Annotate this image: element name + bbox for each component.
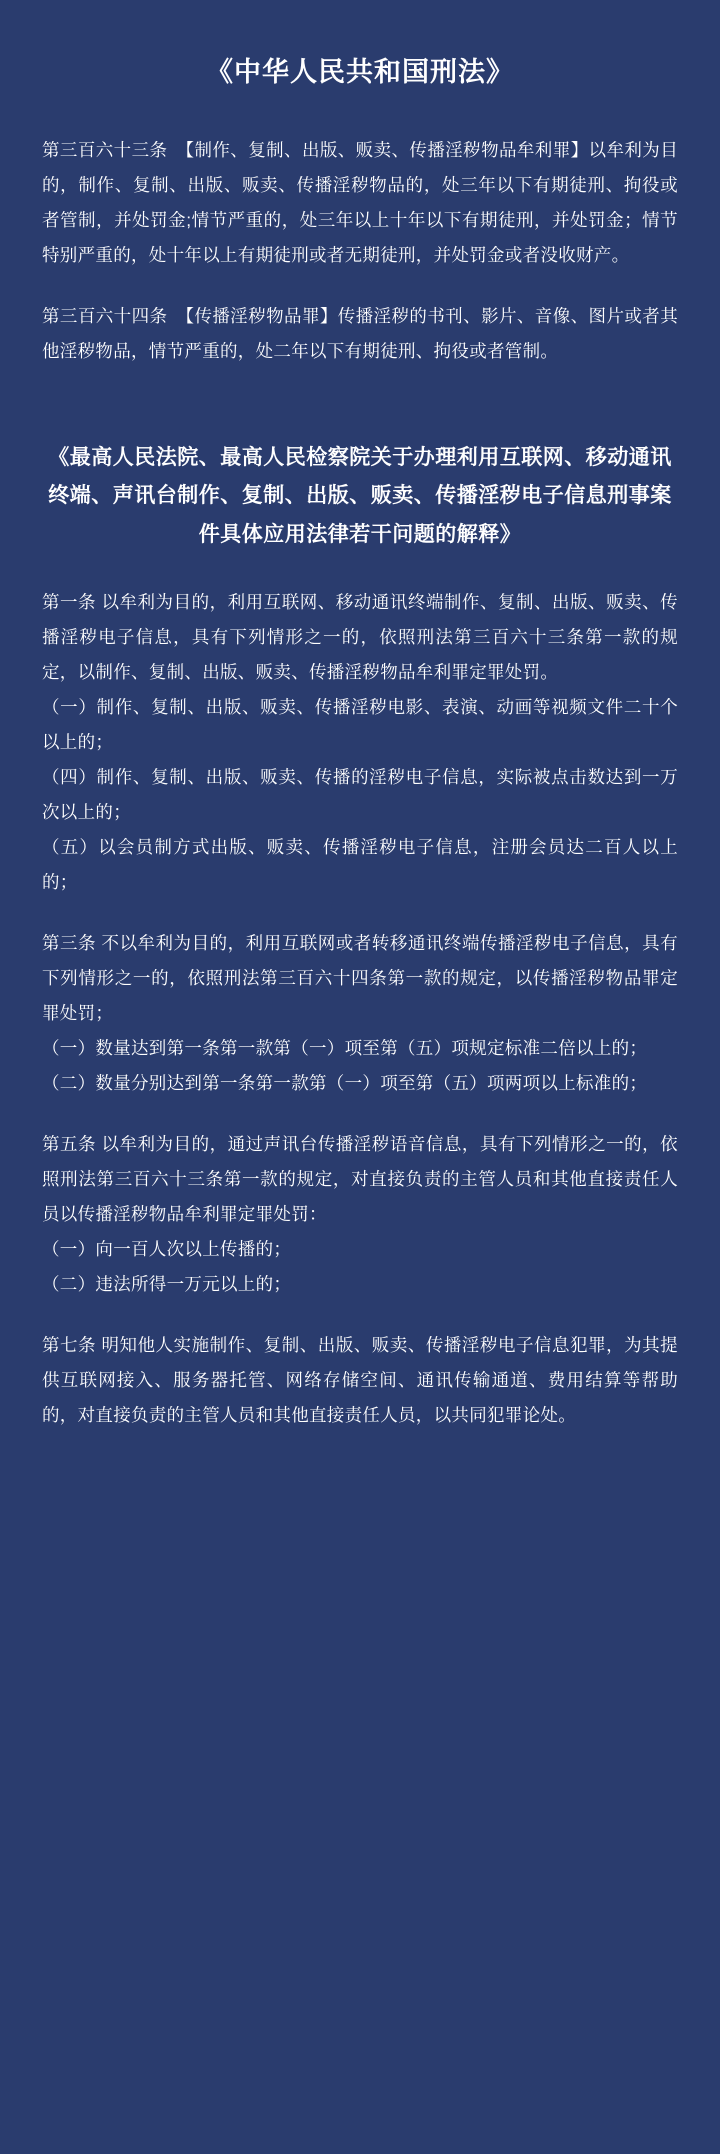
section-item: （四）制作、复制、出版、贩卖、传播的淫秽电子信息，实际被点击数达到一万次以上的；	[42, 767, 678, 823]
section-item: （二）数量分别达到第一条第一款第（一）项至第（五）项两项以上标准的；	[42, 1073, 648, 1094]
section-item: （二）违法所得一万元以上的；	[42, 1274, 292, 1295]
page-title-criminal-law: 《中华人民共和国刑法》	[206, 57, 514, 87]
section-item: （一）向一百人次以上传播的；	[42, 1239, 292, 1260]
section-item: （一）制作、复制、出版、贩卖、传播淫秽电影、表演、动画等视频文件二十个以上的；	[42, 697, 678, 753]
section-article-1	[42, 585, 678, 900]
section-article-7	[42, 1328, 678, 1433]
section-article-5	[42, 1127, 678, 1302]
section-item: （五）以会员制方式出版、贩卖、传播淫秽电子信息，注册会员达二百人以上的；	[42, 837, 678, 893]
page-title-judicial-interpretation: 《最高人民法院、最高人民检察院关于办理利用互联网、移动通讯终端、声讯台制作、复制、出版、贩卖、传播淫秽电子信息刑事案件具体应用法律若干问题的解释》	[48, 445, 672, 547]
section-item: （一）数量达到第一条第一款第（一）项至第（五）项规定标准二倍以上的；	[42, 1038, 648, 1059]
article-363: 第三百六十三条 【制作、复制、出版、贩卖、传播淫秽物品牟利罪】以牟利为目的，制作、复制、出版、贩卖、传播淫秽物品的，处三年以下有期徒刑、拘役或者管制，并处罚金;情节严重的，处三年以上十年以下有期徒刑，并处罚金；情节特别严重的，处十年以上有期徒刑或者无期徒刑，并处罚金或者没收财产。	[42, 139, 678, 265]
section-heading: 第三条 不以牟利为目的，利用互联网或者转移通讯终端传播淫秽电子信息，具有下列情形之一的，依照刑法第三百六十四条第一款的规定，以传播淫秽物品罪定罪处罚；	[42, 933, 678, 1024]
section-heading: 第五条 以牟利为目的，通过声讯台传播淫秽语音信息，具有下列情形之一的，依照刑法第三百六十三条第一款的规定，对直接负责的主管人员和其他直接责任人员以传播淫秽物品牟利罪定罪处罚：	[42, 1134, 678, 1225]
section-article-3	[42, 926, 678, 1101]
article-364: 第三百六十四条 【传播淫秽物品罪】传播淫秽的书刊、影片、音像、图片或者其他淫秽物品，情节严重的，处二年以下有期徒刑、拘役或者管制。	[42, 305, 678, 361]
section-heading: 第七条 明知他人实施制作、复制、出版、贩卖、传播淫秽电子信息犯罪，为其提供互联网接入、服务器托管、网络存储空间、通讯传输通道、费用结算等帮助的，对直接负责的主管人员和其他直接责任人员，以共同犯罪论处。	[42, 1335, 678, 1426]
section-spacer	[42, 395, 678, 439]
section-heading: 第一条 以牟利为目的，利用互联网、移动通讯终端制作、复制、出版、贩卖、传播淫秽电子信息，具有下列情形之一的，依照刑法第三百六十三条第一款的规定，以制作、复制、出版、贩卖、传播淫秽物品牟利罪定罪处罚。	[42, 592, 678, 683]
